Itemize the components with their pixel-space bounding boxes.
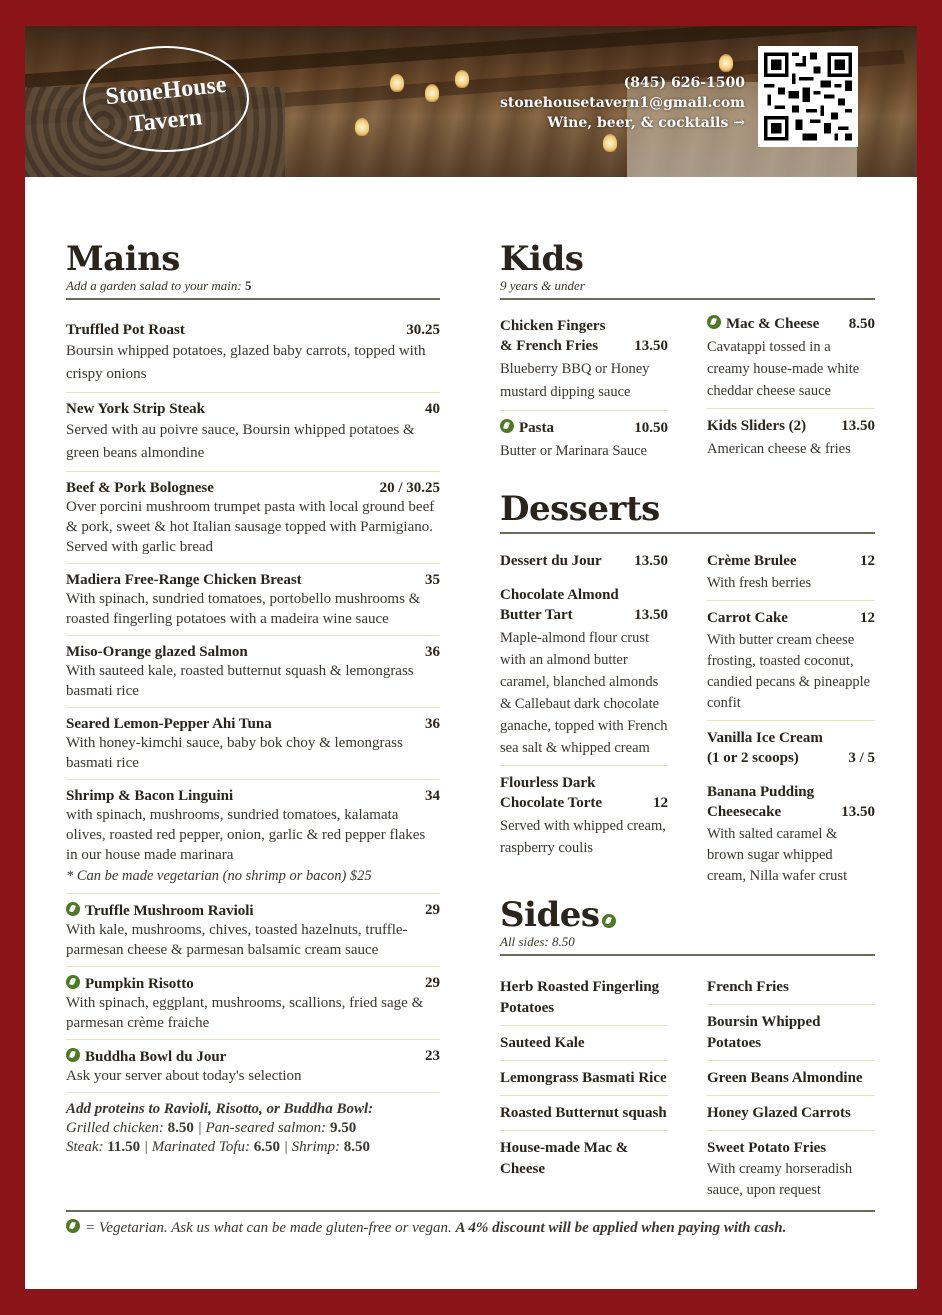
menu-item-header — [66, 975, 440, 993]
menu-item-header — [500, 773, 668, 813]
menu-item-name — [66, 322, 185, 339]
sides-section — [500, 896, 875, 956]
menu-item — [707, 416, 875, 466]
side-item-name: Honey Glazed Carrots — [707, 1105, 851, 1121]
menu-item-price: 20 / 30.25 — [379, 480, 440, 496]
vegetarian-leaf-icon — [500, 419, 514, 433]
menu-item — [66, 322, 440, 393]
protein-addons-title: Add proteins to Ravioli, Risotto, or Buddha Bowl: — [66, 1101, 374, 1117]
menu-item — [500, 773, 668, 865]
menu-item-price: 34 — [425, 788, 440, 804]
menu-item-description: Boursin whipped potatoes, glazed baby carrots, topped with crispy onions — [66, 343, 426, 382]
menu-item-name — [707, 608, 788, 628]
menu-item-description: With kale, mushrooms, chives, toasted hazelnuts, truffle-parmesan cheese & parmesan balsamic cream sauce — [66, 922, 408, 958]
menu-item-header — [500, 418, 668, 438]
menu-item-description: with spinach, mushrooms, sundried tomatoes, kalamata olives, roasted red pepper, onion, garlic & red pepper flakes in our house made marinara — [66, 807, 426, 863]
phone-number[interactable]: (845) 626-1500 — [623, 75, 745, 91]
menu-item-header — [66, 480, 440, 497]
sides-left-column — [500, 977, 668, 1193]
menu-item-name — [707, 416, 806, 436]
menu-item-name-text: Kids Sliders (2) — [707, 418, 807, 434]
kids-left-column — [500, 316, 668, 476]
menu-item-header — [707, 416, 875, 436]
vegetarian-leaf-icon — [66, 902, 80, 916]
menu-item — [66, 644, 440, 708]
contact-info — [500, 73, 745, 133]
mains-title: Mains — [66, 239, 180, 279]
menu-item-header — [66, 788, 440, 805]
menu-item-name — [66, 401, 205, 418]
menu-item-name-text: Chicken Fingers — [500, 318, 606, 334]
desserts-right-column — [707, 551, 875, 900]
protein-line-2: Steak: 11.50 | Marinated Tofu: 6.50 | Shrimp: 8.50 — [66, 1139, 370, 1155]
side-item — [707, 1012, 875, 1061]
menu-item — [500, 585, 668, 766]
side-item — [500, 1138, 668, 1186]
menu-item-name — [500, 551, 602, 571]
menu-item-header — [66, 401, 440, 418]
side-item-name: Sauteed Kale — [500, 1035, 585, 1051]
menu-item-name-line2: & French Fries — [500, 338, 599, 354]
side-item-name: Roasted Butternut squash — [500, 1105, 667, 1121]
menu-item — [707, 314, 875, 409]
menu-item-name-text: New York Strip Steak — [66, 401, 206, 417]
vegetarian-leaf-icon — [66, 1048, 80, 1062]
menu-item-name-line — [500, 418, 554, 438]
side-item — [707, 1138, 875, 1207]
menu-item — [707, 551, 875, 601]
menu-item — [66, 902, 440, 967]
menu-item-header — [66, 902, 440, 920]
menu-item-header — [66, 572, 440, 589]
menu-item-name-line — [500, 773, 602, 793]
menu-item-price: 12 — [860, 553, 875, 569]
menu-item-price: 13.50 — [841, 418, 875, 434]
menu-item-name — [707, 782, 814, 822]
menu-item-name-text: Banana Pudding — [707, 784, 815, 800]
side-item-name: Sweet Potato Fries — [707, 1140, 827, 1156]
menu-item — [66, 572, 440, 636]
menu-item-name — [66, 572, 302, 589]
desserts-left-column — [500, 551, 668, 872]
menu-item-name-line — [707, 728, 823, 748]
side-item — [707, 1068, 875, 1096]
mains-rule — [66, 298, 440, 300]
menu-item — [66, 716, 440, 780]
menu-item-header — [707, 314, 875, 334]
kids-subtitle: 9 years & under — [500, 278, 585, 293]
menu-item-price: 12 — [653, 795, 668, 811]
vegetarian-leaf-icon — [602, 914, 616, 928]
side-item — [707, 977, 875, 1005]
desserts-rule — [500, 532, 875, 534]
side-item — [500, 977, 668, 1026]
side-item — [500, 1033, 668, 1061]
menu-item-header — [707, 728, 875, 768]
menu-item-name-text: Shrimp & Bacon Linguini — [66, 788, 234, 804]
menu-item-description: With butter cream cheese frosting, toasted coconut, candied pecans & pineapple confit — [707, 632, 871, 711]
menu-item-name-text: Crème Brulee — [707, 553, 797, 569]
menu-item-description: Served with au poivre sauce, Boursin whipped potatoes & green beans almondine — [66, 422, 415, 461]
menu-item-name-line — [707, 608, 788, 628]
side-item-name: French Fries — [707, 979, 789, 995]
menu-item-name-text: Madiera Free-Range Chicken Breast — [66, 572, 302, 588]
vegetarian-leaf-icon — [66, 1219, 80, 1233]
menu-item-header — [66, 644, 440, 661]
menu-item — [66, 788, 440, 894]
menu-item-name-line2: (1 or 2 scoops) — [707, 750, 799, 766]
menu-item-name-text: Truffled Pot Roast — [66, 322, 185, 338]
menu-item-name — [707, 728, 823, 768]
side-item — [500, 1103, 668, 1131]
menu-item-name-text: Chocolate Almond — [500, 587, 619, 603]
menu-item — [66, 975, 440, 1040]
logo-line2: Tavern — [128, 104, 204, 138]
menu-item-header — [66, 1048, 440, 1066]
menu-item-description: Cavatappi tossed in a creamy house-made white cheddar cheese sauce — [707, 339, 860, 399]
menu-item-description: With salted caramel & brown sugar whipped cream, Nilla wafer crust — [707, 826, 848, 884]
sides-right-column — [707, 977, 875, 1214]
side-item-description: With creamy horseradish sauce, upon request — [707, 1161, 853, 1198]
kids-right-column — [707, 314, 875, 473]
menu-item-name-text: Seared Lemon-Pepper Ahi Tuna — [66, 716, 272, 732]
menu-item-name — [66, 902, 254, 920]
mains-list — [66, 322, 440, 1093]
side-item-name: Boursin Whipped Potatoes — [707, 1014, 821, 1051]
menu-item-name — [500, 585, 619, 625]
menu-item-header — [500, 316, 668, 356]
menu-item-description: With honey-kimchi sauce, baby bok choy & lemongrass basmati rice — [66, 735, 403, 771]
menu-item-description: Butter or Marinara Sauce — [500, 443, 647, 459]
sides-subtitle: All sides: 8.50 — [500, 934, 575, 949]
desserts-title: Desserts — [500, 489, 660, 529]
menu-item — [500, 551, 668, 577]
menu-item-name-text: Dessert du Jour — [500, 553, 602, 569]
menu-item-name-line — [707, 314, 819, 334]
menu-item-price: 35 — [425, 572, 440, 588]
vegetarian-leaf-icon — [66, 975, 80, 989]
menu-item-price: 40 — [425, 401, 440, 417]
stonehouse-tavern-logo — [83, 46, 249, 152]
menu-item — [66, 401, 440, 472]
email-address[interactable]: stonehousetavern1@gmail.com — [500, 95, 745, 111]
mains-section — [66, 240, 440, 1156]
footer-rule — [66, 1210, 875, 1212]
menu-item-description: With fresh berries — [707, 575, 812, 591]
kids-section — [500, 240, 875, 300]
menu-item-name-text: Mac & Cheese — [726, 316, 820, 332]
menu-item-name-line — [707, 416, 806, 436]
menu-item-name — [66, 975, 194, 993]
menu-item-price: 13.50 — [634, 553, 668, 569]
menu-item-name — [66, 788, 233, 805]
menu-item-description: Served with whipped cream, raspberry coulis — [500, 818, 666, 856]
menu-item-header — [707, 608, 875, 628]
menu-item-name-line2: Cheesecake — [707, 804, 782, 820]
menu-item-name-line — [707, 551, 797, 571]
side-item — [707, 1103, 875, 1131]
menu-item — [66, 1048, 440, 1093]
menu-item-header — [500, 551, 668, 571]
kids-title: Kids — [500, 239, 584, 279]
menu-item-name-line — [500, 316, 605, 336]
side-item-name: Lemongrass Basmati Rice — [500, 1070, 667, 1086]
menu-item-price: 36 — [425, 716, 440, 732]
qr-code-icon — [764, 52, 852, 141]
side-item — [500, 1068, 668, 1096]
menu-item-name-text: Miso-Orange glazed Salmon — [66, 644, 248, 660]
menu-item-description: With sauteed kale, roasted butternut squash & lemongrass basmati rice — [66, 663, 414, 699]
menu-item — [707, 608, 875, 721]
menu-item-description: Over porcini mushroom trumpet pasta with local ground beef & pork, sweet & hot Italian sausage topped with Parmigiano. Served with garlic bread — [66, 499, 435, 555]
protein-addons — [66, 1101, 440, 1156]
menu-item-name-text: Beef & Pork Bolognese — [66, 480, 214, 496]
menu-item-name-text: Pumpkin Risotto — [85, 976, 194, 992]
menu-item-header — [707, 782, 875, 822]
menu-item-name — [500, 316, 605, 356]
menu-item-header — [707, 551, 875, 571]
logo-line1: StoneHouse — [104, 71, 228, 111]
menu-item-name-text: Carrot Cake — [707, 610, 788, 626]
menu-item-name-text: Buddha Bowl du Jour — [85, 1049, 227, 1065]
menu-item-name-text: Pasta — [519, 420, 554, 436]
menu-item — [500, 316, 668, 411]
menu-item-price: 13.50 — [841, 804, 875, 820]
menu-item — [66, 480, 440, 564]
menu-item-name — [66, 480, 214, 497]
menu-item-name-line — [500, 585, 619, 605]
menu-item — [500, 418, 668, 469]
menu-item-name-text: Truffle Mushroom Ravioli — [85, 903, 254, 919]
menu-item-name — [66, 716, 272, 733]
menu-item-price: 3 / 5 — [848, 750, 875, 766]
menu-item-header — [500, 585, 668, 625]
menu-item-name-text: Vanilla Ice Cream — [707, 730, 823, 746]
menu-item-note: * Can be made vegetarian (no shrimp or bacon) $25 — [66, 868, 372, 884]
menu-item-name — [500, 418, 554, 438]
side-item-name: Herb Roasted Fingerling Potatoes — [500, 979, 660, 1016]
menu-item-price: 36 — [425, 644, 440, 660]
menu-item-header — [66, 322, 440, 339]
menu-item-price: 8.50 — [848, 316, 875, 332]
vegetarian-leaf-icon — [707, 315, 721, 329]
menu-item-price: 13.50 — [634, 607, 668, 623]
side-item-name: Green Beans Almondine — [707, 1070, 863, 1086]
menu-item — [707, 728, 875, 774]
mains-subtitle: Add a garden salad to your main: 5 — [66, 278, 252, 293]
menu-item-name — [707, 314, 819, 334]
menu-item-price: 29 — [425, 975, 440, 991]
menu-item-price: 29 — [425, 902, 440, 918]
menu-item-price: 13.50 — [634, 338, 668, 354]
menu-item-price: 23 — [425, 1048, 440, 1064]
menu-item-description: With spinach, eggplant, mushrooms, scallions, fried sage & parmesan crème fraiche — [66, 995, 424, 1031]
menu-item-name-text: Flourless Dark — [500, 775, 596, 791]
menu-item-description: Blueberry BBQ or Honey mustard dipping sauce — [500, 361, 650, 400]
menu-item-name-line2: Chocolate Torte — [500, 795, 603, 811]
protein-line-1: Grilled chicken: 8.50 | Pan-seared salmon: 9.50 — [66, 1120, 357, 1136]
menu-item-price: 10.50 — [634, 420, 668, 436]
menu-item-name-line — [707, 782, 814, 802]
menu-item-header — [66, 716, 440, 733]
qr-code[interactable] — [758, 46, 858, 147]
side-item-name: House-made Mac & Cheese — [500, 1140, 629, 1177]
sides-title: Sides — [500, 896, 875, 934]
header-banner — [25, 26, 917, 177]
menu-item-description: With spinach, sundried tomatoes, portobello mushrooms & roasted fingerling potatoes with a madeira wine sauce — [66, 591, 421, 627]
drinks-link[interactable]: Wine, beer, & cocktails → — [547, 115, 745, 131]
menu-item-description: Ask your server about today's selection — [66, 1068, 302, 1084]
menu-item-name — [66, 644, 248, 661]
footer-note: = Vegetarian. Ask us what can be made gluten-free or vegan. A 4% discount will be applied when paying with cash. — [66, 1219, 886, 1237]
menu-item-name — [500, 773, 602, 813]
menu-item — [707, 782, 875, 893]
kids-rule — [500, 298, 875, 300]
menu-item-price: 12 — [860, 610, 875, 626]
menu-item-name — [707, 551, 797, 571]
menu-item-description: Maple-almond flour crust with an almond butter caramel, blanched almonds & Callebaut dark chocolate ganache, topped with French sea salt & whipped cream — [500, 630, 668, 756]
menu-item-name-line — [500, 551, 602, 571]
menu-item-name-line2: Butter Tart — [500, 607, 573, 623]
sides-rule — [500, 954, 875, 956]
menu-page — [25, 26, 917, 1289]
menu-item-description: American cheese & fries — [707, 441, 851, 457]
menu-item-name — [66, 1048, 226, 1066]
menu-item-price: 30.25 — [406, 322, 440, 338]
desserts-section — [500, 490, 875, 534]
